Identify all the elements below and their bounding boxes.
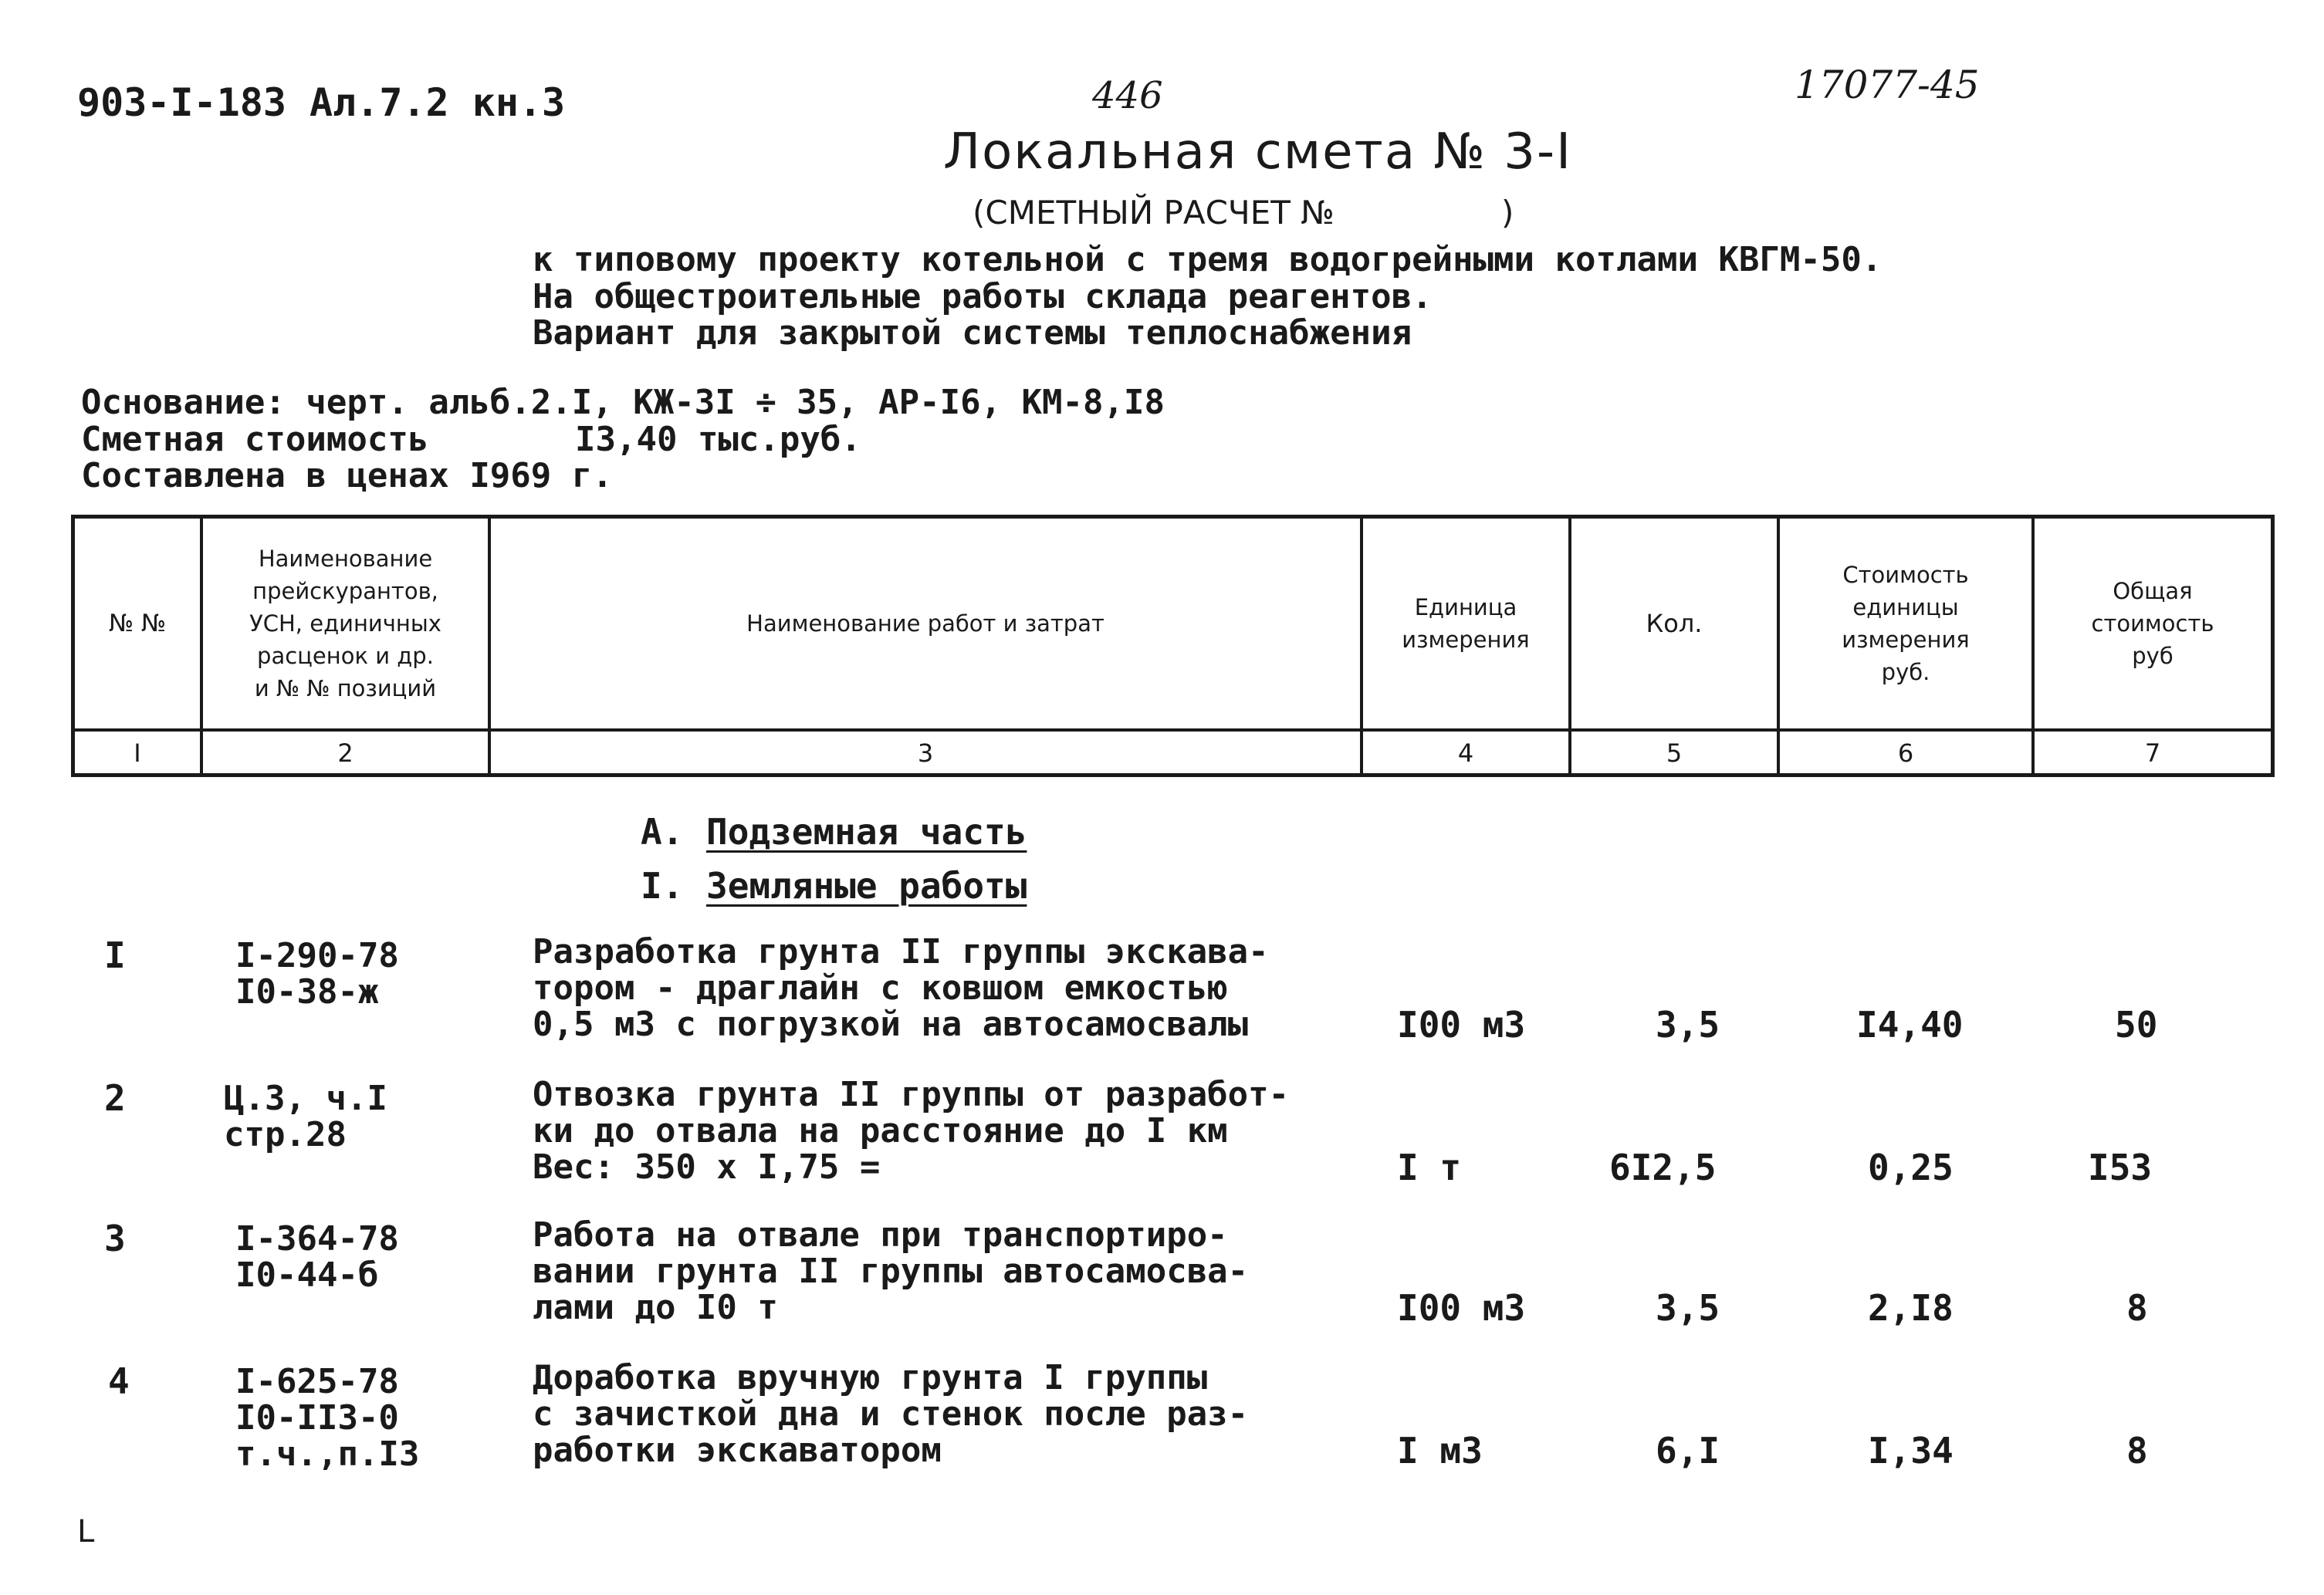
row-total: 8: [2126, 1430, 2148, 1472]
col-header-code: Наименование прейскурантов, УСН, единичных расценок и др. и № № позиций: [249, 545, 441, 702]
col-header-unit-cost: Стоимость единицы измерения руб.: [1842, 561, 1970, 686]
row-number: I: [104, 934, 126, 976]
row-qty: 6I2,5: [1609, 1147, 1717, 1188]
col-number-7: 7: [2144, 738, 2161, 768]
corner-mark: L: [77, 1514, 95, 1549]
section-prefix: А.: [641, 811, 684, 853]
row-unit-cost: 0,25: [1868, 1147, 1954, 1188]
subtitle: (СМЕТНЫЙ РАСЧЕТ №: [973, 194, 1335, 231]
col-header-total: Общая стоимость руб: [2091, 577, 2214, 670]
col-number-1: I: [134, 738, 141, 768]
row-code: I-625-78 I0-II3-0 т.ч.,п.I3: [235, 1362, 420, 1474]
col-number-5: 5: [1666, 738, 1683, 768]
row-unit: I т: [1397, 1147, 1462, 1188]
row-number: 4: [108, 1360, 130, 1402]
row-code: I-364-78 I0-44-б: [235, 1219, 399, 1295]
row-total: 8: [2126, 1287, 2148, 1329]
row-unit: I м3: [1397, 1430, 1483, 1472]
col-number-4: 4: [1457, 738, 1474, 768]
document-code: 903-I-183 Ал.7.2 кн.3: [77, 80, 566, 125]
description-line: к типовому проекту котельной с тремя водогрейными котлами КВГМ-50.: [533, 240, 1883, 279]
row-code: I-290-78 I0-38-ж: [235, 936, 399, 1012]
row-number: 2: [104, 1077, 126, 1119]
row-total: I53: [2088, 1147, 2153, 1188]
basis-line: Основание: черт. альб.2.I, КЖ-3I ÷ 35, АР-I6, КМ-8,I8: [81, 383, 1165, 422]
estimated-cost-value: I3,40 тыс.руб.: [575, 420, 861, 459]
col-header-qty: Кол.: [1646, 608, 1703, 638]
section-title: Подземная часть: [706, 811, 1027, 853]
row-unit-cost: I,34: [1868, 1430, 1954, 1472]
estimate-table-header: [71, 515, 2275, 777]
page-number: 446: [1092, 74, 1163, 117]
row-number: 3: [104, 1218, 126, 1259]
description-line: Вариант для закрытой системы теплоснабжения: [533, 313, 1412, 353]
col-header-number: № №: [108, 609, 167, 637]
row-unit-cost: I4,40: [1856, 1004, 1964, 1046]
col-header-unit: Единица измерения: [1402, 593, 1530, 653]
row-work-name: Работа на отвале при транспортиро- вании грунта II группы автосамосва- лами до I0 т: [533, 1215, 1249, 1327]
col-header-work-name: Наименование работ и затрат: [746, 610, 1104, 637]
row-unit: I00 м3: [1397, 1004, 1526, 1046]
archive-number: 17077-45: [1795, 63, 1980, 107]
subsection-title: Земляные работы: [706, 865, 1027, 907]
row-total: 50: [2115, 1004, 2158, 1046]
row-work-name: Отвозка грунта II группы от разработ- ки до отвала на расстояние до I км Вес: 350 x I,75 =: [533, 1075, 1290, 1187]
col-number-3: 3: [917, 738, 934, 768]
prices-year: Составлена в ценах I969 г.: [81, 456, 613, 495]
page-title: Локальная смета № 3-I: [943, 123, 1572, 181]
row-qty: 6,I: [1656, 1430, 1720, 1472]
description-line: На общестроительные работы склада реагентов.: [533, 277, 1433, 316]
row-work-name: Разработка грунта II группы экскава- тором - драглайн с ковшом емкостью 0,5 м3 с погрузкой на автосамосвалы: [533, 932, 1269, 1044]
col-number-6: 6: [1897, 738, 1914, 768]
row-work-name: Доработка вручную грунта I группы с зачисткой дна и стенок после раз- работки экскаватором: [533, 1358, 1249, 1470]
subsection-prefix: I.: [641, 865, 684, 907]
row-unit-cost: 2,I8: [1868, 1287, 1954, 1329]
subtitle-close: ): [1501, 194, 1514, 231]
row-qty: 3,5: [1656, 1004, 1720, 1046]
estimated-cost-label: Сметная стоимость: [81, 420, 429, 459]
row-code: Ц.3, ч.I стр.28: [224, 1079, 387, 1154]
col-number-2: 2: [337, 738, 354, 768]
row-unit: I00 м3: [1397, 1287, 1526, 1329]
row-qty: 3,5: [1656, 1287, 1720, 1329]
